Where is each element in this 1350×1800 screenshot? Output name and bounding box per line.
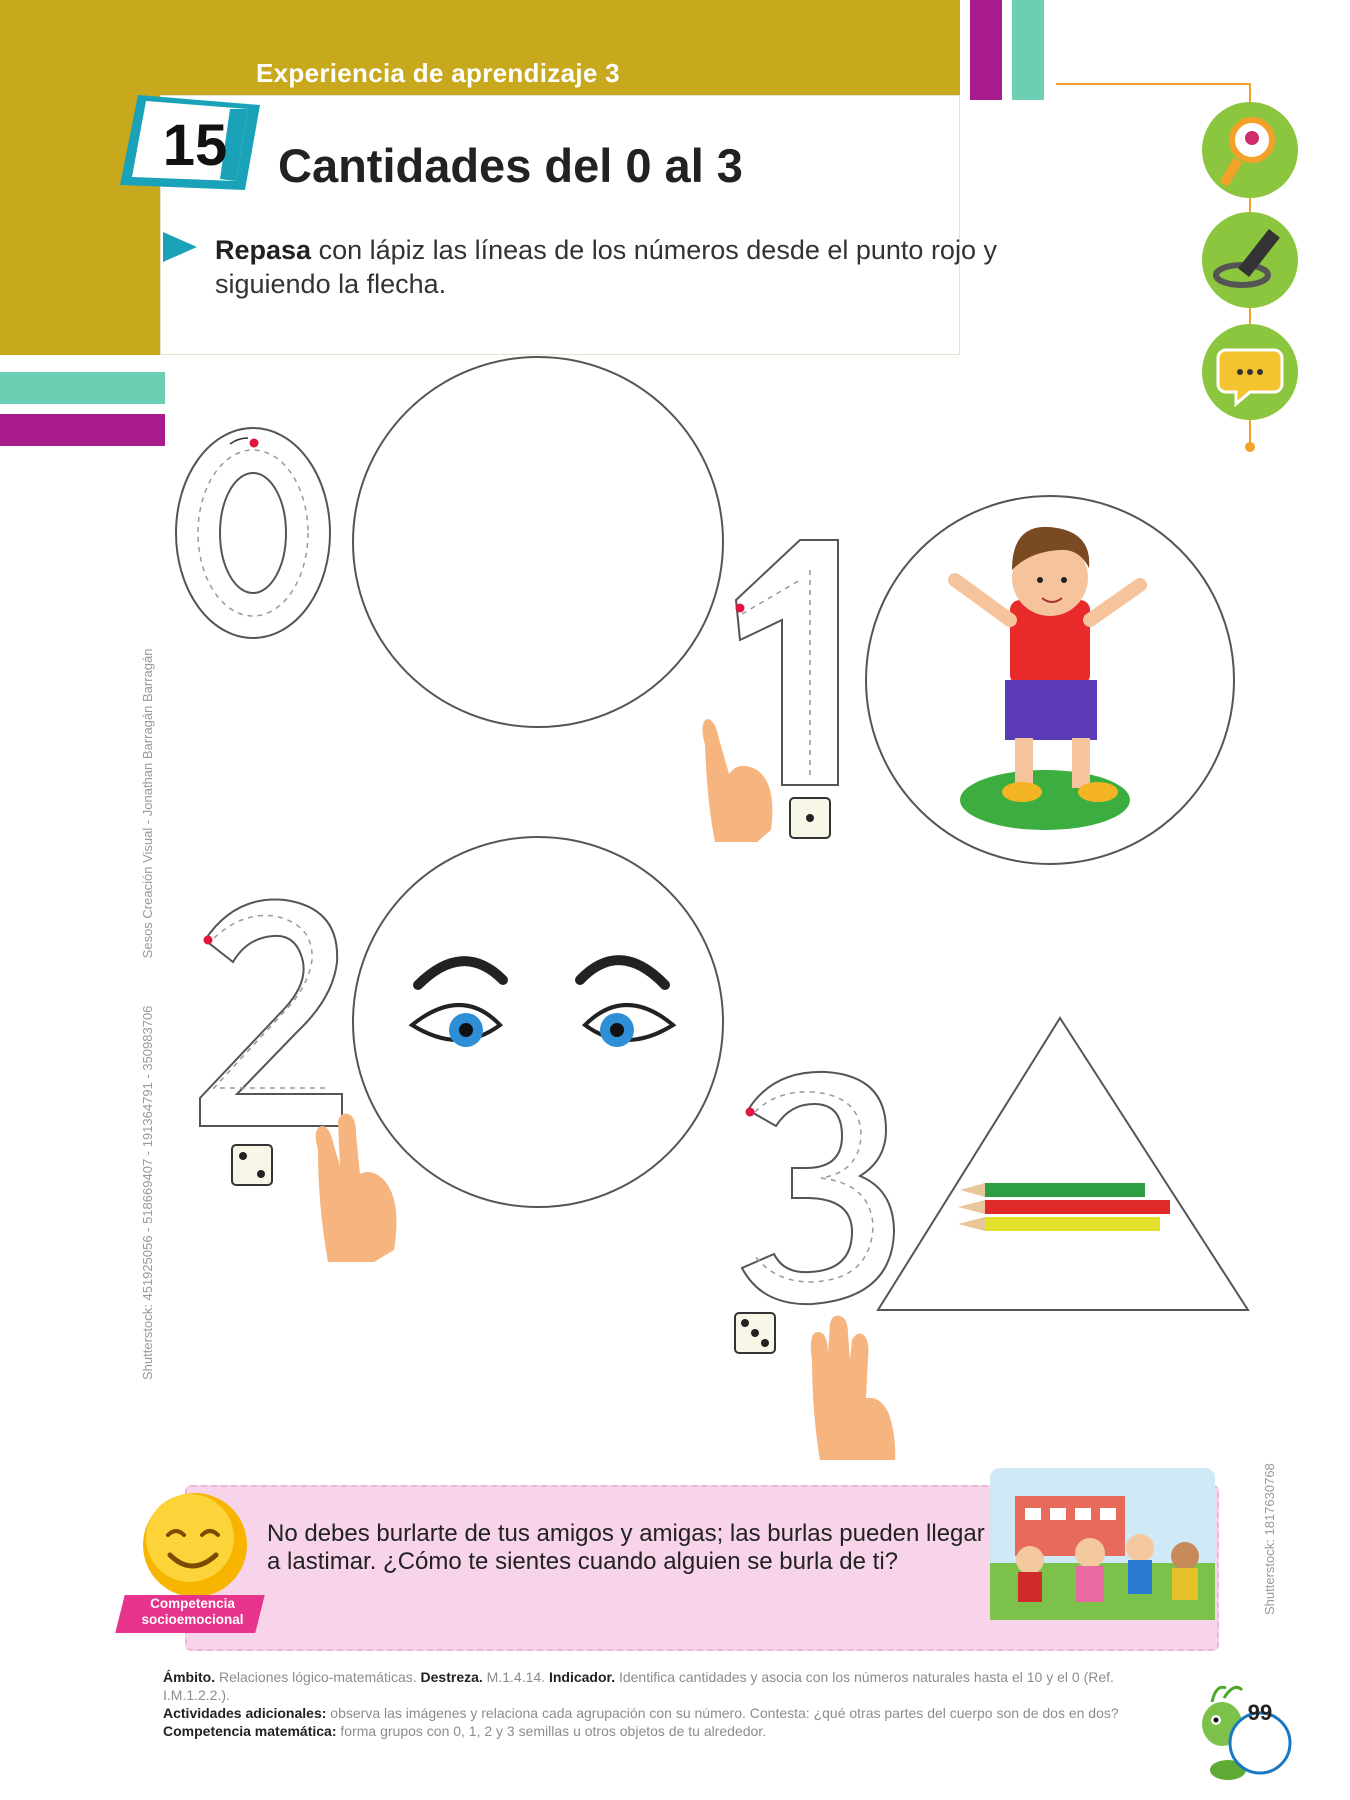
destreza-label: Destreza. [420,1669,483,1685]
trace-numeral-3 [742,1072,894,1304]
start-dot [746,1108,755,1117]
socioemotional-badge-text [125,1596,260,1628]
dice-3 [735,1313,775,1353]
magnifier-icon [1202,102,1298,198]
kids-illustration [990,1468,1215,1620]
triangle-group-3 [878,1018,1248,1310]
ambito-text: Relaciones lógico-matemáticas. [215,1669,421,1685]
dice-1 [790,798,830,838]
trace-numeral-1 [736,540,839,785]
competencia-text: forma grupos con 0, 1, 2 y 3 semillas u otros objetos de tu alrededor. [336,1723,767,1739]
trace-numeral-2 [200,900,342,1127]
start-dot [250,439,259,448]
dice-2 [232,1145,272,1185]
photo-credit-right: Shutterstock: 1817630768 [1262,1463,1277,1615]
socioemotional-text: No debes burlarte de tus amigos y amigas; las burlas pueden llegar a lastimar. ¿Cómo te sientes cuando alguien se burla de ti? [267,1520,985,1575]
experience-label: Experiencia de aprendizaje 3 [256,58,620,88]
instruction-body: con lápiz las líneas de los números desde el punto rojo y siguiendo la flecha. [215,235,997,299]
tracing-activity [0,340,1350,1460]
hand-two-fingers [316,1114,397,1262]
hand-one-finger [702,719,772,842]
credit-left-bottom: Shutterstock: 451925056 - 518669407 - 191364791 - 350983706 [140,1005,155,1380]
page-title: Cantidades del 0 al 3 [278,139,743,192]
bullet-arrow-icon [163,232,197,262]
actividades-text: observa las imágenes y relaciona cada agrupación con su número. Contesta: ¿qué otras partes del cuerpo son de dos en dos? [326,1705,1119,1721]
instruction-text [215,233,1095,301]
page-number-mascot [1198,1680,1298,1790]
indicador-label: Indicador. [548,1669,616,1685]
page-number: 99 [1247,1700,1273,1725]
competencia-label: Competencia matemática: [163,1723,337,1739]
start-dot [736,604,745,613]
actividades-label: Actividades adicionales: [163,1705,327,1721]
ambito-label: Ámbito. [163,1669,216,1685]
footer-notes [163,1668,1183,1740]
credit-left-top: Sesos Creación Visual - Jonathan Barragán Barragán [140,648,155,959]
instruction-verb: Repasa [215,235,312,265]
circle-group-0 [353,357,723,727]
start-dot [204,936,213,945]
pencil-icon [1202,212,1298,308]
hand-three-fingers [811,1316,895,1460]
badge-line-1: Competencia [150,1596,235,1611]
lesson-number: 15 [162,113,228,178]
indicador-text: Identifica cantidades y asocia con los números naturales hasta el 10 y el 0 (Ref. I.M.1.2.2.). [163,1669,1114,1703]
smiley-icon [140,1490,250,1600]
pencils-illustration [958,1183,1170,1231]
trace-numeral-0 [176,428,330,638]
destreza-text: M.1.4.14. [482,1669,549,1685]
badge-line-2: socioemocional [141,1612,244,1627]
